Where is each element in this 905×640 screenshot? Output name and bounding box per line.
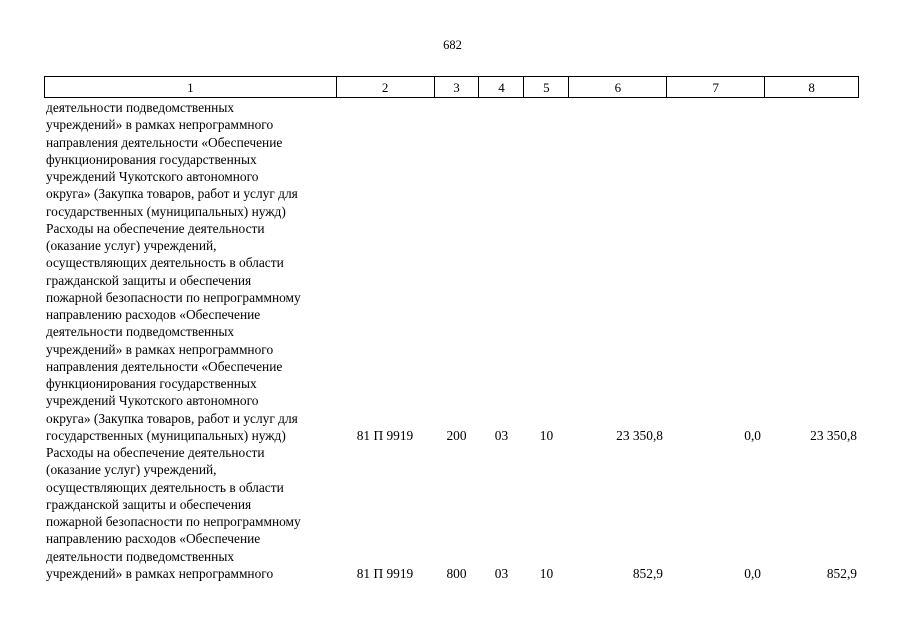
row-description — [44, 444, 336, 582]
description-line: учреждений» в рамках непрограммного — [46, 341, 274, 357]
column-header-2: 2 — [337, 77, 435, 97]
description-line: округа» (Закупка товаров, работ и услуг для — [46, 186, 298, 202]
column-header-5: 5 — [524, 77, 569, 97]
row-description — [44, 99, 336, 220]
table-body — [44, 99, 859, 582]
page-number: 682 — [443, 38, 462, 52]
description-line: учреждений Чукотского автономного — [46, 393, 259, 409]
column-header-6: 6 — [569, 77, 667, 97]
cell-section: 03 — [494, 427, 509, 443]
cell-section: 03 — [494, 565, 509, 581]
column-header-3: 3 — [435, 77, 480, 97]
description-line: государственных (муниципальных) нужд) — [46, 427, 286, 443]
column-header-7: 7 — [667, 77, 765, 97]
cell-amount-approved: 23 350,8 — [616, 427, 663, 443]
description-line: направлению расходов «Обеспечение — [46, 307, 261, 322]
cell-amount-change: 0,0 — [744, 427, 761, 443]
description-line: (оказание услуг) учреждений, — [46, 238, 217, 253]
description-line: Расходы на обеспечение деятельности — [46, 220, 265, 236]
description-line: (оказание услуг) учреждений, — [46, 462, 217, 478]
description-line: осуществляющих деятельность в области — [46, 255, 284, 271]
description-line: осуществляющих деятельность в области — [46, 479, 284, 495]
cell-amount-total: 23 350,8 — [810, 427, 857, 443]
description-line: функционирования государственных — [46, 151, 257, 167]
cell-amount-approved: 852,9 — [632, 565, 663, 581]
column-header-4: 4 — [479, 77, 524, 97]
cell-expense-type: 200 — [446, 427, 467, 443]
cell-expense-type: 800 — [446, 565, 467, 581]
table-row — [44, 220, 859, 444]
description-line: пожарной безопасности по непрограммному — [46, 289, 301, 305]
description-line: Расходы на обеспечение деятельности — [46, 445, 265, 460]
description-line: деятельности подведомственных — [46, 324, 235, 340]
description-line: функционирования государственных — [46, 376, 257, 391]
description-line: пожарной безопасности по непрограммному — [46, 514, 301, 529]
description-line: гражданской защиты и обеспечения — [46, 272, 252, 288]
description-line: учреждений» в рамках непрограммного — [46, 117, 274, 133]
row-description — [44, 220, 336, 444]
table-row — [44, 99, 859, 220]
description-line: учреждений» в рамках непрограммного — [46, 565, 274, 581]
cell-amount-total: 852,9 — [826, 565, 857, 581]
column-header-8: 8 — [765, 77, 859, 97]
table-row — [44, 444, 859, 582]
description-line: деятельности подведомственных — [46, 100, 235, 115]
cell-target-article: 81 П 9919 — [356, 427, 414, 443]
description-line: учреждений Чукотского автономного — [46, 169, 259, 184]
cell-target-article: 81 П 9919 — [356, 565, 414, 581]
cell-subsection: 10 — [539, 427, 554, 443]
description-line: направления деятельности «Обеспечение — [46, 358, 283, 374]
description-line: гражданской защиты и обеспечения — [46, 496, 252, 512]
table-header-row — [44, 76, 859, 98]
cell-subsection: 10 — [539, 565, 554, 581]
description-line: деятельности подведомственных — [46, 548, 235, 564]
description-line: направлению расходов «Обеспечение — [46, 531, 261, 547]
description-line: направления деятельности «Обеспечение — [46, 134, 283, 150]
description-line: государственных (муниципальных) нужд) — [46, 203, 286, 219]
cell-amount-change: 0,0 — [744, 565, 761, 581]
column-header-1: 1 — [45, 77, 337, 97]
description-line: округа» (Закупка товаров, работ и услуг для — [46, 410, 298, 426]
